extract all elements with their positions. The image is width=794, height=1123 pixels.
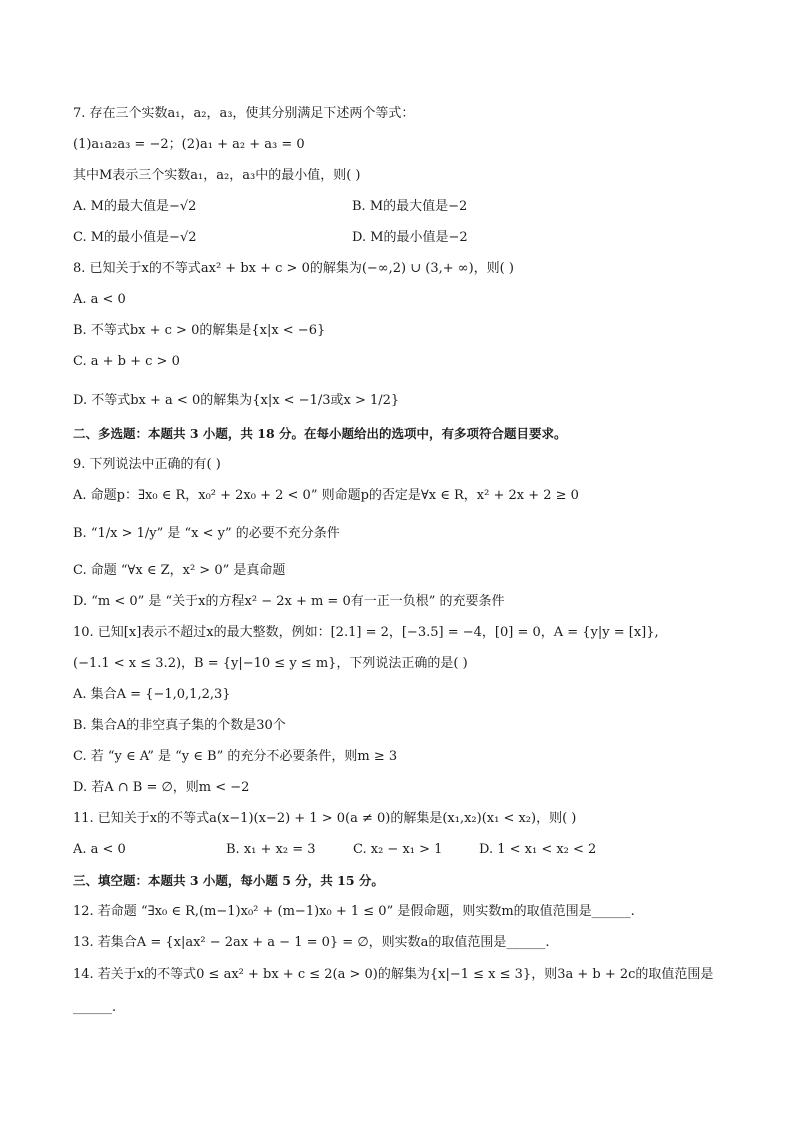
q10-stem-line1: 10. 已知[x]表示不超过x的最大整数，例如：[2.1] = 2，[−3.5] = −4，[0] = 0，A = {y|y = [x]}, (73, 625, 659, 640)
q12-stem: 12. 若命题 “∃x₀ ∈ R,(m−1)x₀² + (m−1)x₀ + 1 ≤ 0” 是假命题，则实数m的取值范围是______. (73, 904, 635, 919)
q10-option-c: C. 若 “y ∈ A” 是 “y ∈ B” 的充分不必要条件，则m ≥ 3 (73, 749, 398, 764)
q11-stem: 11. 已知关于x的不等式a(x−1)(x−2) + 1 > 0(a ≠ 0)的解集是(x₁,x₂)(x₁ < x₂)，则( ) (73, 811, 577, 826)
q7-option-c: C. M的最小值是−√2 (73, 230, 197, 245)
q9-option-d: D. “m < 0” 是 “关于x的方程x² − 2x + m = 0有一正一负根” 的充要条件 (73, 594, 505, 609)
q7-option-d: D. M的最小值是−2 (352, 230, 468, 245)
q9-stem: 9. 下列说法中正确的有( ) (73, 457, 221, 472)
q9-option-a: A. 命题p：∃x₀ ∈ R，x₀² + 2x₀ + 2 < 0” 则命题p的否定是∀x ∈ R，x² + 2x + 2 ≥ 0 (73, 488, 579, 503)
q11-option-b: B. x₁ + x₂ = 3 (226, 842, 316, 857)
q11-option-a: A. a < 0 (73, 842, 126, 857)
q11-option-c: C. x₂ − x₁ > 1 (353, 842, 443, 857)
q13-stem: 13. 若集合A = {x|ax² − 2ax + a − 1 = 0} = ∅，则实数a的取值范围是______. (73, 935, 550, 950)
q8-option-c: C. a + b + c > 0 (73, 354, 180, 369)
q8-option-d: D. 不等式bx + a < 0的解集为{x|x < −1/3或x > 1/2} (73, 393, 400, 408)
q10-stem-line2: (−1.1 < x ≤ 3.2)，B = {y|−10 ≤ y ≤ m}，下列说法正确的是( ) (73, 656, 468, 671)
q7-conditions: (1)a₁a₂a₃ = −2；(2)a₁ + a₂ + a₃ = 0 (73, 137, 305, 152)
q9-option-b: B. “1/x > 1/y” 是 “x < y” 的必要不充分条件 (73, 526, 340, 541)
section-heading-multiple-choice: 二、多选题：本题共 3 小题，共 18 分。在每小题给出的选项中，有多项符合题目要求。 (73, 426, 567, 441)
q10-option-b: B. 集合A的非空真子集的个数是30个 (73, 718, 286, 733)
q7-option-a: A. M的最大值是−√2 (73, 199, 197, 214)
q8-option-b: B. 不等式bx + c > 0的解集是{x|x < −6} (73, 323, 326, 338)
section-heading-fill-in: 三、填空题：本题共 3 小题，每小题 5 分，共 15 分。 (73, 873, 384, 888)
q7-ask: 其中M表示三个实数a₁，a₂，a₃中的最小值，则( ) (73, 168, 361, 183)
q7-option-b: B. M的最大值是−2 (352, 199, 468, 214)
q10-option-d: D. 若A ∩ B = ∅，则m < −2 (73, 780, 250, 795)
q14-stem-line2: ______. (73, 1000, 117, 1015)
q10-option-a: A. 集合A = {−1,0,1,2,3} (73, 687, 231, 702)
q8-stem: 8. 已知关于x的不等式ax² + bx + c > 0的解集为(−∞,2) ∪ (3,+ ∞)，则( ) (73, 261, 514, 276)
q14-stem-line1: 14. 若关于x的不等式0 ≤ ax² + bx + c ≤ 2(a > 0)的解集为{x|−1 ≤ x ≤ 3}，则3a + b + 2c的取值范围是 (73, 967, 714, 982)
q11-option-d: D. 1 < x₁ < x₂ < 2 (479, 842, 597, 857)
q9-option-c: C. 命题 “∀x ∈ Z，x² > 0” 是真命题 (73, 563, 286, 578)
q8-option-a: A. a < 0 (73, 292, 126, 307)
q7-stem: 7. 存在三个实数a₁，a₂，a₃，使其分别满足下述两个等式： (73, 106, 415, 121)
